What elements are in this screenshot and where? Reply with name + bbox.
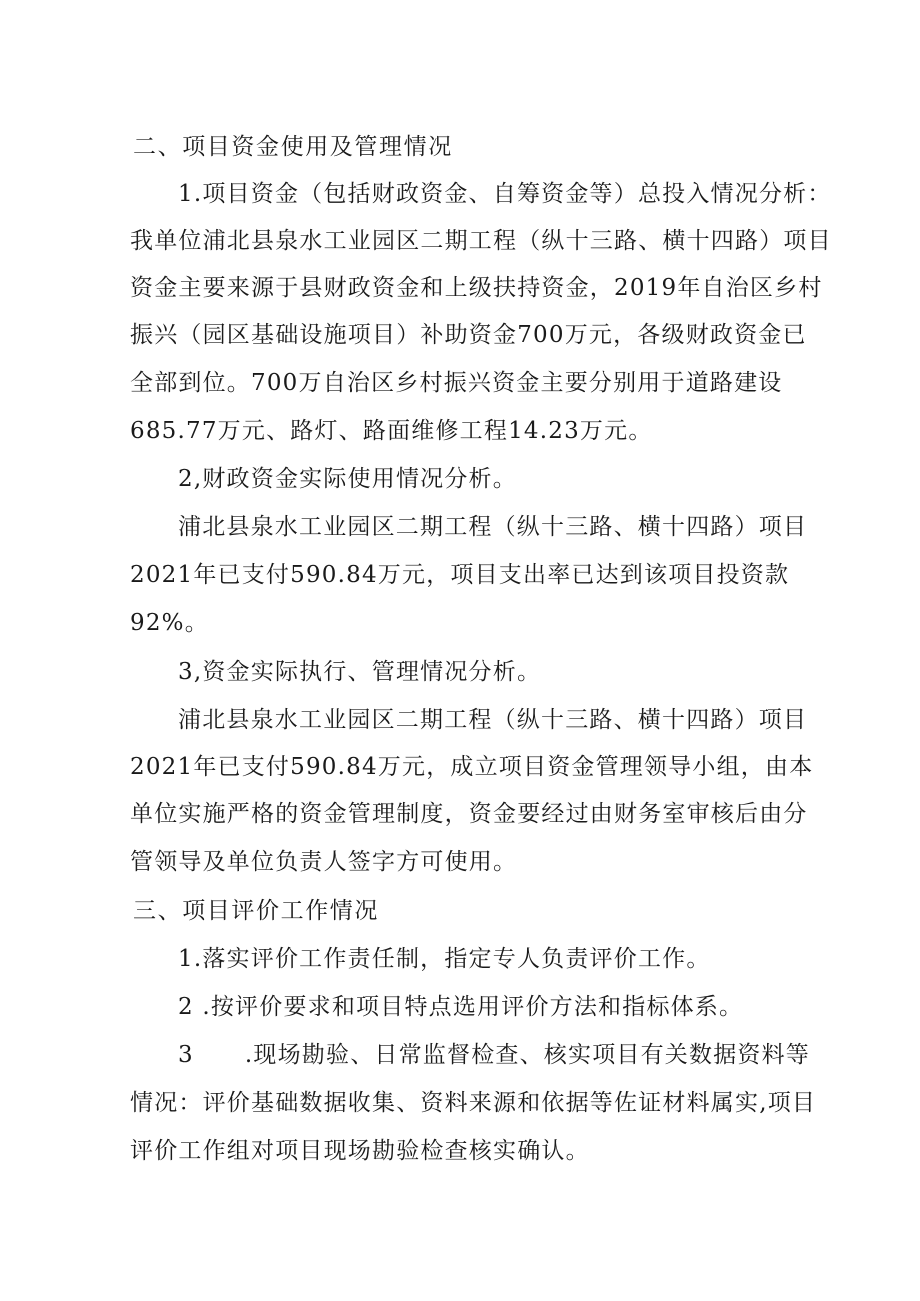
paragraph-line: 资金主要来源于县财政资金和上级扶持资金，2019年自治区乡村 bbox=[130, 275, 823, 301]
paragraph-line: 2021年已支付590.84万元，成立项目资金管理领导小组，由本 bbox=[130, 754, 814, 780]
paragraph-line: 92%。 bbox=[130, 610, 209, 636]
paragraph-line: 685.77万元、路灯、路面维修工程14.23万元。 bbox=[130, 418, 653, 444]
paragraph-line: 我单位浦北县泉水工业园区二期工程（纵十三路、横十四路）项目 bbox=[130, 228, 832, 254]
paragraph-line: 2021年已支付590.84万元，项目支出率已达到该项目投资款 bbox=[130, 562, 790, 588]
paragraph-line: 振兴（园区基础设施项目）补助资金700万元，各级财政资金已 bbox=[130, 322, 807, 348]
paragraph-line: 2 .按评价要求和项目特点选用评价方法和指标体系。 bbox=[178, 994, 744, 1020]
paragraph-line: 3,资金实际执行、管理情况分析。 bbox=[178, 659, 542, 685]
paragraph-line: 浦北县泉水工业园区二期工程（纵十三路、横十四路）项目 bbox=[178, 514, 808, 540]
paragraph-line: 全部到位。700万自治区乡村振兴资金主要分别用于道路建设 bbox=[130, 370, 783, 396]
paragraph-line: 管领导及单位负责人签字方可使用。 bbox=[130, 849, 518, 875]
paragraph-line: 3 .现场勘验、日常监督检查、核实项目有关数据资料等 bbox=[178, 1042, 811, 1068]
section-heading-evaluation: 三、项目评价工作情况 bbox=[133, 898, 379, 924]
paragraph-line: 1.项目资金（包括财政资金、自筹资金等）总投入情况分析： bbox=[178, 181, 832, 207]
section-heading-funds: 二、项目资金使用及管理情况 bbox=[133, 134, 453, 160]
paragraph-line: 浦北县泉水工业园区二期工程（纵十三路、横十四路）项目 bbox=[178, 707, 808, 733]
paragraph-line: 单位实施严格的资金管理制度，资金要经过由财务室审核后由分 bbox=[130, 801, 808, 827]
paragraph-line: 2,财政资金实际使用情况分析。 bbox=[178, 466, 517, 492]
paragraph-line: 评价工作组对项目现场勘验检查核实确认。 bbox=[130, 1138, 590, 1164]
paragraph-line: 1.落实评价工作责任制，指定专人负责评价工作。 bbox=[178, 946, 711, 972]
paragraph-line: 情况：评价基础数据收集、资料来源和依据等佐证材料属实,项目 bbox=[130, 1090, 817, 1116]
